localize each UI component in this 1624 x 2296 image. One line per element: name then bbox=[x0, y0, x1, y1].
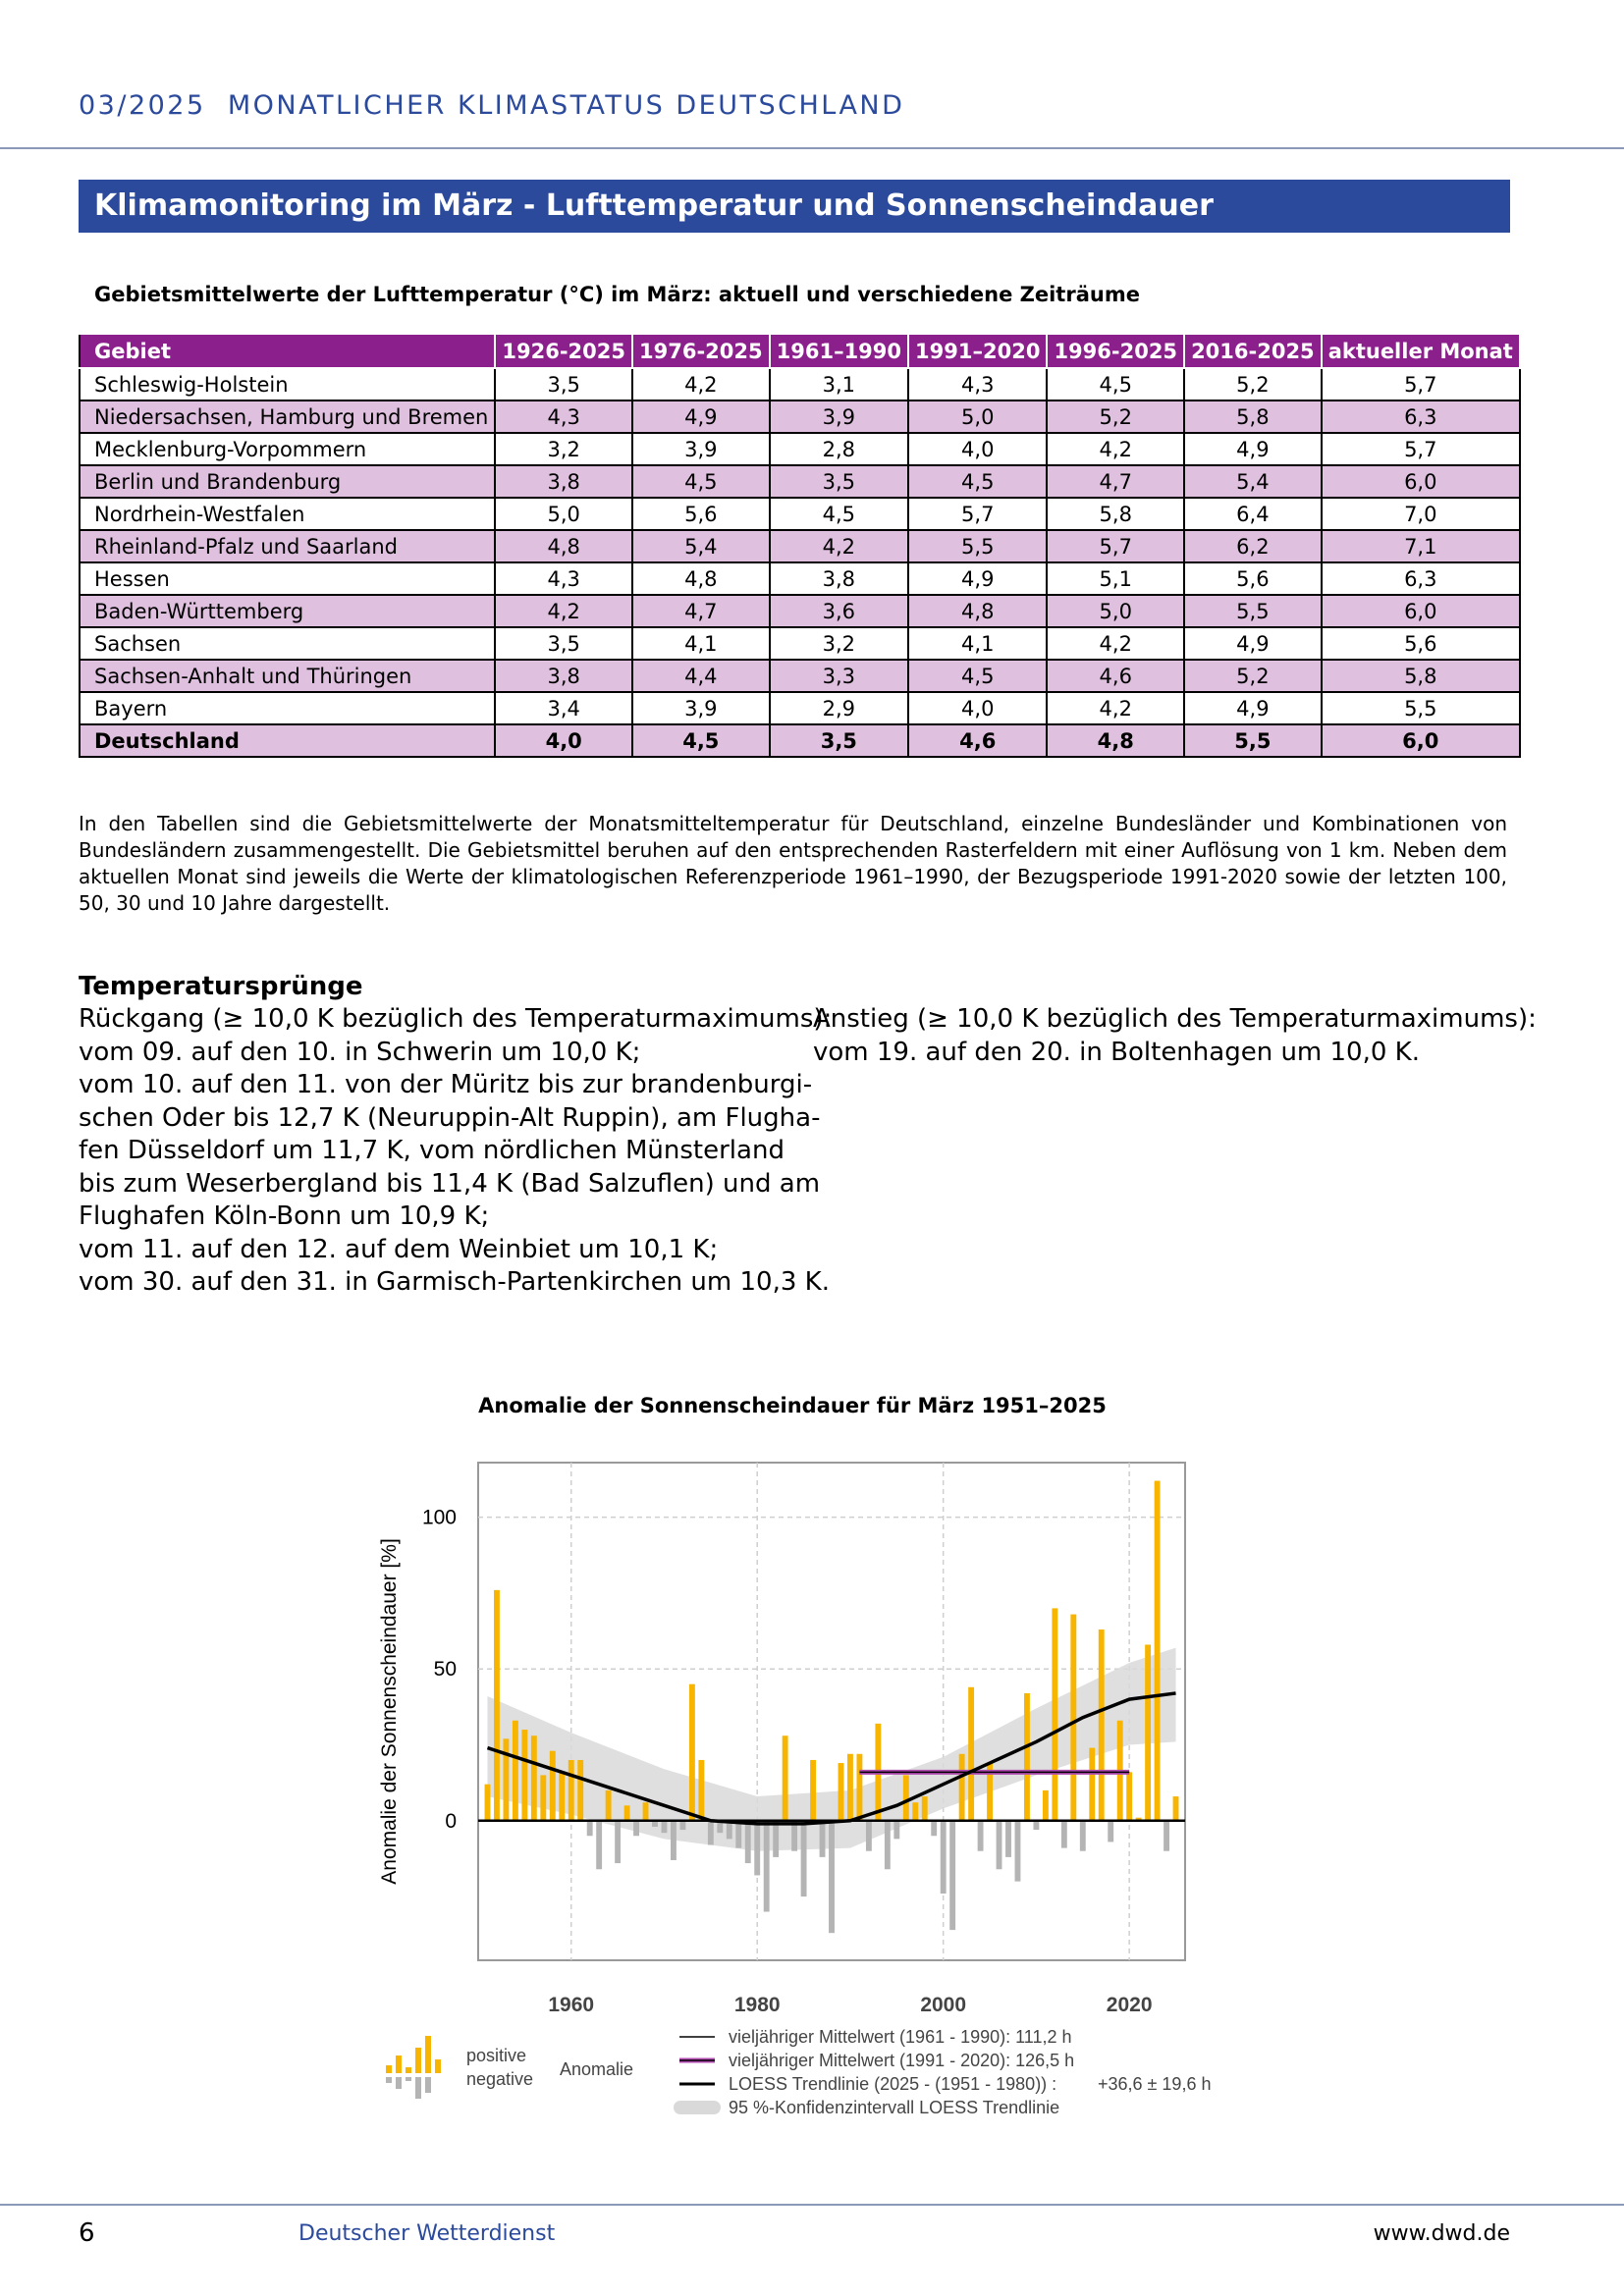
value-cell: 4,0 bbox=[495, 724, 632, 757]
value-cell: 3,8 bbox=[495, 660, 632, 692]
value-cell: 5,6 bbox=[632, 498, 770, 530]
section-banner: Klimamonitoring im März - Lufttemperatur und Sonnenscheindauer bbox=[79, 180, 1510, 233]
negative-bar bbox=[941, 1821, 947, 1894]
negative-bar bbox=[633, 1821, 639, 1836]
value-cell: 3,2 bbox=[495, 433, 632, 465]
value-cell: 6,2 bbox=[1184, 530, 1322, 562]
report-title: MONATLICHER KLIMASTATUS DEUTSCHLAND bbox=[227, 90, 905, 121]
negative-bar bbox=[1164, 1821, 1169, 1851]
value-cell: 3,5 bbox=[770, 465, 908, 498]
x-tick-label: 1960 bbox=[548, 1994, 595, 2016]
y-tick-label: 0 bbox=[445, 1809, 457, 1833]
value-cell: 3,8 bbox=[770, 562, 908, 595]
negative-bar bbox=[978, 1821, 984, 1851]
column-header: aktueller Monat bbox=[1322, 334, 1520, 368]
positive-bar bbox=[839, 1763, 844, 1821]
value-cell: 4,2 bbox=[1047, 627, 1184, 660]
negative-bar bbox=[773, 1821, 779, 1857]
positive-bar bbox=[513, 1721, 518, 1821]
positive-bar bbox=[559, 1772, 565, 1820]
text-line: vom 10. auf den 11. von der Müritz bis zur brandenburgi- bbox=[79, 1070, 813, 1099]
positive-bar bbox=[568, 1760, 574, 1821]
legend-negative-bar bbox=[396, 2077, 402, 2089]
region-cell: Nordrhein-Westfalen bbox=[80, 498, 495, 530]
region-cell: Hessen bbox=[80, 562, 495, 595]
value-cell: 6,3 bbox=[1322, 400, 1520, 433]
value-cell: 4,8 bbox=[908, 595, 1047, 627]
positive-bar bbox=[503, 1738, 509, 1820]
column-header: 1961–1990 bbox=[770, 334, 908, 368]
value-cell: 4,9 bbox=[1184, 627, 1322, 660]
positive-bar bbox=[968, 1687, 974, 1821]
negative-bar bbox=[885, 1821, 891, 1869]
legend-positive-bar bbox=[386, 2065, 392, 2073]
negative-bar bbox=[671, 1821, 677, 1860]
value-cell: 4,6 bbox=[1047, 660, 1184, 692]
value-cell: 4,5 bbox=[908, 465, 1047, 498]
negative-bar bbox=[745, 1821, 751, 1863]
legend-negative-label: negative bbox=[466, 2069, 534, 2089]
value-cell: 5,2 bbox=[1184, 368, 1322, 400]
positive-bar bbox=[494, 1590, 500, 1821]
positive-bar bbox=[856, 1754, 862, 1821]
value-cell: 5,8 bbox=[1184, 400, 1322, 433]
value-cell: 5,7 bbox=[908, 498, 1047, 530]
positive-bar bbox=[606, 1790, 612, 1821]
region-cell: Rheinland-Pfalz und Saarland bbox=[80, 530, 495, 562]
value-cell: 4,5 bbox=[1047, 368, 1184, 400]
value-cell: 4,5 bbox=[908, 660, 1047, 692]
text-line: fen Düsseldorf um 11,7 K, vom nördlichen Münsterland bbox=[79, 1136, 785, 1165]
legend-positive-bar bbox=[435, 2059, 441, 2073]
page-number: 6 bbox=[79, 2218, 95, 2248]
value-cell: 4,1 bbox=[632, 627, 770, 660]
positive-bar bbox=[1089, 1748, 1095, 1821]
value-cell: 6,0 bbox=[1322, 595, 1520, 627]
value-cell: 4,9 bbox=[1184, 692, 1322, 724]
value-cell: 4,2 bbox=[770, 530, 908, 562]
negative-bar bbox=[893, 1821, 899, 1840]
value-cell: 5,1 bbox=[1047, 562, 1184, 595]
value-cell: 4,5 bbox=[632, 465, 770, 498]
value-cell: 5,2 bbox=[1184, 660, 1322, 692]
negative-bar bbox=[931, 1821, 937, 1836]
value-cell: 3,3 bbox=[770, 660, 908, 692]
value-cell: 5,0 bbox=[908, 400, 1047, 433]
value-cell: 3,4 bbox=[495, 692, 632, 724]
value-cell: 5,7 bbox=[1047, 530, 1184, 562]
value-cell: 4,0 bbox=[908, 692, 1047, 724]
value-cell: 4,2 bbox=[495, 595, 632, 627]
negative-bar bbox=[754, 1821, 760, 1876]
value-cell: 3,9 bbox=[770, 400, 908, 433]
region-cell: Deutschland bbox=[80, 724, 495, 757]
x-tick-label: 2000 bbox=[920, 1994, 967, 2016]
value-cell: 3,1 bbox=[770, 368, 908, 400]
value-cell: 5,0 bbox=[1047, 595, 1184, 627]
value-cell: 5,5 bbox=[908, 530, 1047, 562]
column-header: 1996-2025 bbox=[1047, 334, 1184, 368]
positive-bar bbox=[1126, 1772, 1132, 1820]
value-cell: 3,5 bbox=[495, 368, 632, 400]
negative-bar bbox=[735, 1821, 741, 1848]
negative-bar bbox=[662, 1821, 668, 1833]
text-line: vom 11. auf den 12. auf dem Weinbiet um 10,1 K; bbox=[79, 1234, 719, 1264]
value-cell: 4,8 bbox=[495, 530, 632, 562]
negative-bar bbox=[997, 1821, 1002, 1869]
table-caption: Gebietsmittelwerte der Lufttemperatur (°C) im März: aktuell und verschiedene Zeiträume bbox=[94, 283, 1140, 306]
value-cell: 4,7 bbox=[632, 595, 770, 627]
negative-bar bbox=[615, 1821, 621, 1863]
negative-bar bbox=[866, 1821, 872, 1851]
value-cell: 4,9 bbox=[908, 562, 1047, 595]
positive-bar bbox=[783, 1735, 788, 1821]
negative-bar bbox=[764, 1821, 770, 1912]
region-cell: Berlin und Brandenburg bbox=[80, 465, 495, 498]
value-cell: 4,8 bbox=[1047, 724, 1184, 757]
value-cell: 5,8 bbox=[1047, 498, 1184, 530]
positive-bar bbox=[912, 1802, 918, 1821]
text-line: vom 19. auf den 20. in Boltenhagen um 10,0 K. bbox=[813, 1037, 1420, 1067]
column-header: 2016-2025 bbox=[1184, 334, 1322, 368]
value-cell: 5,4 bbox=[1184, 465, 1322, 498]
legend-positive-bar bbox=[396, 2056, 402, 2073]
value-cell: 5,4 bbox=[632, 530, 770, 562]
region-cell: Schleswig-Holstein bbox=[80, 368, 495, 400]
value-cell: 4,0 bbox=[908, 433, 1047, 465]
y-tick-label: 50 bbox=[433, 1658, 457, 1682]
value-cell: 3,8 bbox=[495, 465, 632, 498]
y-axis-label: Anomalie der Sonnenscheindauer [%] bbox=[378, 1538, 401, 1885]
region-cell: Baden-Württemberg bbox=[80, 595, 495, 627]
positive-bar bbox=[1099, 1629, 1105, 1821]
negative-bar bbox=[801, 1821, 807, 1896]
positive-bar bbox=[698, 1760, 704, 1821]
positive-bar bbox=[485, 1785, 491, 1821]
legend-positive-bar bbox=[425, 2036, 431, 2073]
value-cell: 5,5 bbox=[1184, 724, 1322, 757]
value-cell: 4,9 bbox=[632, 400, 770, 433]
website-link[interactable]: www.dwd.de bbox=[1373, 2221, 1510, 2246]
value-cell: 6,4 bbox=[1184, 498, 1322, 530]
value-cell: 3,9 bbox=[632, 692, 770, 724]
text-line: bis zum Weserbergland bis 11,4 K (Bad Salzuflen) und am bbox=[79, 1168, 821, 1199]
negative-bar bbox=[1033, 1821, 1039, 1830]
value-cell: 4,3 bbox=[495, 400, 632, 433]
issue-number: 03/2025 bbox=[79, 90, 206, 121]
legend-negative-bar bbox=[415, 2077, 421, 2099]
positive-bar bbox=[550, 1751, 556, 1821]
value-cell: 5,7 bbox=[1322, 433, 1520, 465]
region-cell: Niedersachsen, Hamburg und Bremen bbox=[80, 400, 495, 433]
positive-bar bbox=[1155, 1481, 1161, 1821]
positive-bar bbox=[1173, 1796, 1179, 1821]
positive-bar bbox=[577, 1760, 583, 1821]
negative-bar bbox=[829, 1821, 835, 1933]
value-cell: 5,0 bbox=[495, 498, 632, 530]
positive-bar bbox=[531, 1735, 537, 1821]
legend-positive-bar bbox=[406, 2067, 411, 2073]
positive-bar bbox=[959, 1754, 965, 1821]
positive-bar bbox=[1024, 1693, 1030, 1821]
chart-title: Anomalie der Sonnenscheindauer für März 1951–2025 bbox=[478, 1394, 1107, 1417]
text-line: vom 09. auf den 10. in Schwerin um 10,0 K; bbox=[79, 1037, 641, 1067]
positive-bar bbox=[643, 1802, 649, 1821]
region-cell: Bayern bbox=[80, 692, 495, 724]
value-cell: 6,3 bbox=[1322, 562, 1520, 595]
negative-bar bbox=[820, 1821, 826, 1857]
value-cell: 4,4 bbox=[632, 660, 770, 692]
region-cell: Sachsen bbox=[80, 627, 495, 660]
value-cell: 3,2 bbox=[770, 627, 908, 660]
negative-bar bbox=[1108, 1821, 1113, 1842]
value-cell: 3,5 bbox=[770, 724, 908, 757]
negative-bar bbox=[1080, 1821, 1086, 1851]
value-cell: 4,2 bbox=[1047, 433, 1184, 465]
legend-trend-value: +36,6 ± 19,6 h bbox=[1098, 2074, 1212, 2094]
value-cell: 5,6 bbox=[1322, 627, 1520, 660]
value-cell: 4,9 bbox=[1184, 433, 1322, 465]
legend-negative-bar bbox=[425, 2077, 431, 2093]
legend-item-label: vieljähriger Mittelwert (1961 - 1990): 111,2 h bbox=[729, 2027, 1072, 2047]
value-cell: 4,6 bbox=[908, 724, 1047, 757]
legend-item-label: LOESS Trendlinie (2025 - (1951 - 1980)) : bbox=[729, 2074, 1057, 2094]
value-cell: 6,0 bbox=[1322, 465, 1520, 498]
text-line: Flughafen Köln-Bonn um 10,9 K; bbox=[79, 1201, 490, 1231]
positive-bar bbox=[1145, 1644, 1151, 1820]
value-cell: 4,8 bbox=[632, 562, 770, 595]
column-header: 1976-2025 bbox=[632, 334, 770, 368]
region-cell: Sachsen-Anhalt und Thüringen bbox=[80, 660, 495, 692]
negative-bar bbox=[587, 1821, 593, 1836]
positive-bar bbox=[903, 1775, 909, 1820]
footer-divider bbox=[0, 2204, 1624, 2206]
positive-bar bbox=[689, 1684, 695, 1821]
legend-ci-icon bbox=[674, 2101, 721, 2114]
negative-bar bbox=[1005, 1821, 1011, 1857]
y-tick-label: 100 bbox=[421, 1506, 457, 1529]
value-cell: 4,3 bbox=[908, 368, 1047, 400]
value-cell: 5,2 bbox=[1047, 400, 1184, 433]
value-cell: 4,2 bbox=[632, 368, 770, 400]
table-explanation: In den Tabellen sind die Gebietsmittelwerte der Monatsmitteltemperatur für Deutschland, einzelne Bundesländer und Kombinationen von Bundesländern zusammengestellt. Die Gebietsmittel beruhen auf den entsprechenden Rasterfeldern mit einer Auflösung von 1 km. Neben dem aktuellen Monat sind jeweils die Werte der klimatologischen Referenzperiode 1961–1990, der Bezugsperiode 1991-2020 sowie der letzten 100, 50, 30 und 10 Jahre dargestellt. bbox=[79, 812, 1507, 915]
value-cell: 7,0 bbox=[1322, 498, 1520, 530]
value-cell: 5,5 bbox=[1184, 595, 1322, 627]
value-cell: 2,8 bbox=[770, 433, 908, 465]
text-line: Anstieg (≥ 10,0 K bezüglich des Temperaturmaximums): bbox=[813, 1004, 1537, 1034]
positive-bar bbox=[1070, 1615, 1076, 1821]
positive-bar bbox=[540, 1775, 546, 1820]
positive-bar bbox=[922, 1796, 928, 1821]
value-cell: 4,5 bbox=[770, 498, 908, 530]
value-cell: 5,8 bbox=[1322, 660, 1520, 692]
legend-item-label: vieljähriger Mittelwert (1991 - 2020): 126,5 h bbox=[729, 2051, 1075, 2070]
legend-negative-bar bbox=[406, 2077, 411, 2081]
value-cell: 4,7 bbox=[1047, 465, 1184, 498]
negative-bar bbox=[1015, 1821, 1021, 1882]
text-line: Rückgang (≥ 10,0 K bezüglich des Temperaturmaximums): bbox=[79, 1004, 833, 1034]
organization-name: Deutscher Wetterdienst bbox=[298, 2221, 556, 2246]
positive-bar bbox=[847, 1754, 853, 1821]
temperature-jumps-heading: Temperatursprünge bbox=[79, 972, 363, 1001]
x-tick-label: 2020 bbox=[1106, 1994, 1153, 2016]
legend-positive-label: positive bbox=[466, 2046, 527, 2065]
value-cell: 3,9 bbox=[632, 433, 770, 465]
negative-bar bbox=[1061, 1821, 1067, 1848]
legend-item-label: 95 %-Konfidenzintervall LOESS Trendlinie bbox=[729, 2098, 1060, 2117]
column-header: 1991–2020 bbox=[908, 334, 1047, 368]
positive-bar bbox=[521, 1730, 527, 1821]
positive-bar bbox=[1052, 1608, 1057, 1820]
negative-bar bbox=[679, 1821, 685, 1830]
value-cell: 2,9 bbox=[770, 692, 908, 724]
positive-bar bbox=[810, 1760, 816, 1821]
text-line: vom 30. auf den 31. in Garmisch-Partenkirchen um 10,3 K. bbox=[79, 1267, 830, 1297]
legend-negative-bar bbox=[386, 2077, 392, 2083]
negative-bar bbox=[596, 1821, 602, 1869]
value-cell: 4,3 bbox=[495, 562, 632, 595]
negative-bar bbox=[949, 1821, 955, 1930]
value-cell: 5,6 bbox=[1184, 562, 1322, 595]
positive-bar bbox=[1043, 1790, 1049, 1821]
value-cell: 5,5 bbox=[1322, 692, 1520, 724]
value-cell: 3,6 bbox=[770, 595, 908, 627]
value-cell: 3,5 bbox=[495, 627, 632, 660]
value-cell: 6,0 bbox=[1322, 724, 1520, 757]
value-cell: 4,1 bbox=[908, 627, 1047, 660]
x-tick-label: 1980 bbox=[733, 1994, 781, 2016]
region-cell: Mecklenburg-Vorpommern bbox=[80, 433, 495, 465]
text-line: schen Oder bis 12,7 K (Neuruppin-Alt Ruppin), am Flugha- bbox=[79, 1102, 821, 1133]
negative-bar bbox=[708, 1821, 714, 1845]
value-cell: 5,7 bbox=[1322, 368, 1520, 400]
column-header: Gebiet bbox=[80, 334, 495, 368]
value-cell: 7,1 bbox=[1322, 530, 1520, 562]
column-header: 1926-2025 bbox=[495, 334, 632, 368]
value-cell: 4,5 bbox=[632, 724, 770, 757]
value-cell: 4,2 bbox=[1047, 692, 1184, 724]
positive-bar bbox=[624, 1805, 630, 1820]
legend-anomaly-label: Anomalie bbox=[560, 2059, 634, 2079]
legend-positive-bar bbox=[415, 2048, 421, 2073]
